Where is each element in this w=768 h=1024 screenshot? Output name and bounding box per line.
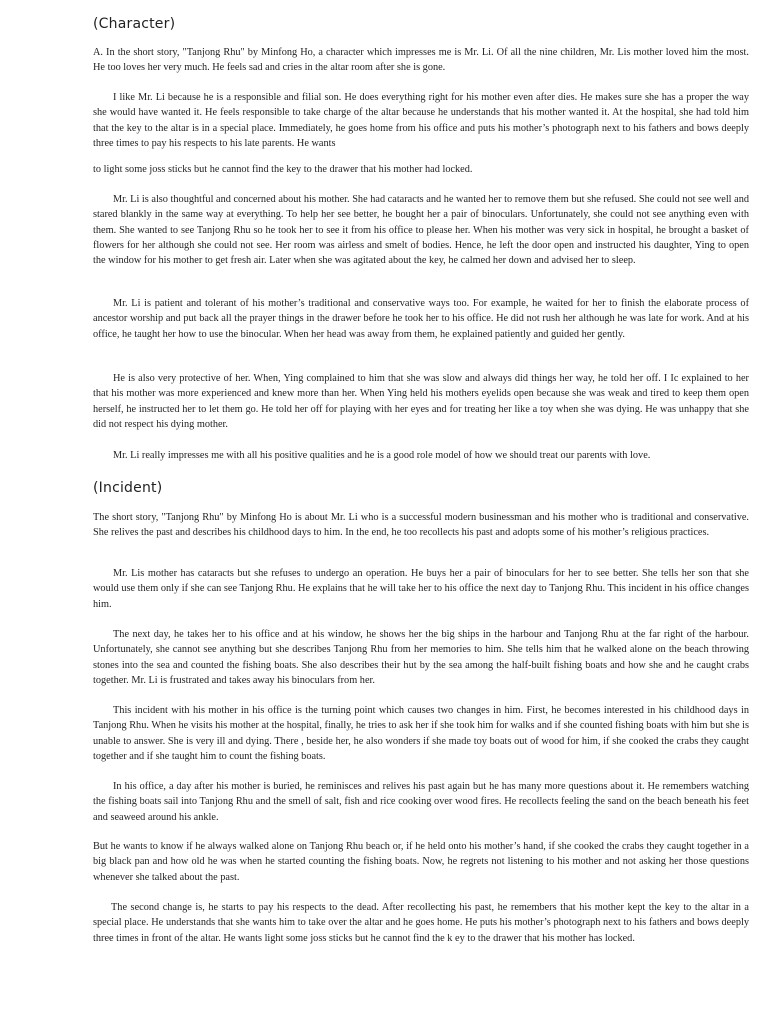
character-thoughtful-paragraph: Mr. Li is also thoughtful and concerned about his mother. She had cataracts and he wanted her to remove them but she refused. She could not see well and stared blankly in the same way at everything. To help her see better, he bought her a pair of binoculars. Unfortunately, she could not see anything even with them. She wanted to see Tanjong Rhu so he took her to see it from his office to please her. When his mother was very sick in hospital, he brought a basket of flowers for her although she could not see. Her room was airless and smelt of bodies. Hence, he left the door open and instructed his daughter, Ying to open the window for his mother to get fresh air. Later when she was agitated about the key, he calmed her down and advised her to sleep. [93,194,749,267]
incident-office-paragraph: The next day, he takes her to his office and at his window, he shows her the big ships in the harbour and Tanjong Rhu at the far right of the harbour. Unfortunately, she cannot see anything but she describes Tanjong Rhu from her memories to him. She tells him that he walked alone on the beach throwing stones into the sea and counted the fishing boats. She also describes their hut by the sea among the half-built fishing boats and how she and he caught crabs together. Mr. Li is frustrated and takes away his binoculars from her. [93,629,749,686]
incident-questions-paragraph: But he wants to know if he always walked alone on Tanjong Rhu beach or, if he held onto his mother’s hand, if she cooked the crabs they caught together in a big black pan and how old he was when he started counting the fishing boats. Now, he regrets not listening to his mother and not asking her those questions whenever she talked about the past. [93,841,749,883]
character-patient-paragraph: Mr. Li is patient and tolerant of his mother’s traditional and conservative ways too. For example, he waited for her to finish the elaborate process of ancestor worship and put back all the prayer things in the drawer before he took her to his office. He did not rush her although he was late for work. And at his office, he taught her how to use the binocular. When her head was away from them, he explained patiently and guided her gently. [93,298,749,340]
character-intro-paragraph: A. In the short story, "Tanjong Rhu" by Minfong Ho, a character which impresses me is Mr. Li. Of all the nine children, Mr. Lis mother loved him the most. He too loves her very much. He feels sad and cries in the altar room after she is gone. [93,47,749,74]
incident-second-change-paragraph: The second change is, he starts to pay his respects to the dead. After recollecting his past, he remembers that his mother kept the key to the altar in a special place. He understands that she wants him to take over the altar and he goes home. He puts his mother’s photograph next to his fathers and bows deeply three times in front of the altar. He wants light some joss sticks but he cannot find the k ey to the drawer that his mother has locked. [93,902,749,944]
character-conclusion-paragraph: Mr. Li really impresses me with all his positive qualities and he is a good role model of how we should treat our parents with love. [113,450,651,461]
incident-reminisce-paragraph: In his office, a day after his mother is buried, he reminisces and relives his past again but he has many more questions about it. He remembers watching the fishing boats sail into Tanjong Rhu and the smell of salt, fish and rice cooking over wood fires. He recollects feeling the sand on the beach beneath his feet and seaweed around his ankle. [93,781,749,823]
character-heading: (Character) [93,16,176,32]
character-protective-paragraph: He is also very protective of her. When, Ying complained to him that she was slow and always did things her way, he told her off. I Ic explained to her that his mother was more experienced and knew more than her. When Ying held his mothers eyelids open because she was weak and tired to keep them open herself, he instructed her to let them go. He told her off for playing with her eyes and for treating her like a toy when she was dying. He was unhappy that she did not respect his dying mother. [93,373,749,430]
incident-cataracts-paragraph: Mr. Lis mother has cataracts but she refuses to undergo an operation. He buys her a pair of binoculars for her to see better. She tells her son that she would use them only if she can see Tanjong Rhu. He explains that he will take her to his office the next day to Tanjong Rhu. This incident in his office changes him. [93,568,749,610]
incident-turning-point-paragraph: This incident with his mother in his office is the turning point which causes two changes in him. First, he becomes interested in his childhood days in Tanjong Rhu. When he visits his mother at the hospital, finally, he tries to ask her if she took him for walks and if she counted fishing boats with him but she is unable to answer. She is very ill and dying. There , beside her, he also wonders if she made toy boats out of wood for him, if she cooked the crabs they caught together and if she taught him to count the fishing boats. [93,705,749,762]
incident-heading: (Incident) [93,480,163,496]
character-continuation-line: to light some joss sticks but he cannot find the key to the drawer that his mother had locked. [93,164,473,175]
character-responsible-paragraph: I like Mr. Li because he is a responsible and filial son. He does everything right for his mother even after dies. He makes sure she has a proper the way she would have wanted it. He feels responsible to take charge of the altar because he understands that his mother wanted it. At the hospital, she had told him that the key to the altar is in a special place. Immediately, he goes home from his office and puts his mother’s photograph next to his fathers and bows deeply three times to pay his respects to his late parents. He wants [93,92,749,149]
incident-intro-paragraph: The short story, "Tanjong Rhu" by Minfong Ho is about Mr. Li who is a successful modern businessman and his mother who is traditional and conservative. She relives the past and describes his childhood days to him. In the end, he too recollects his past and adopts some of his mother’s religious practices. [93,512,749,539]
